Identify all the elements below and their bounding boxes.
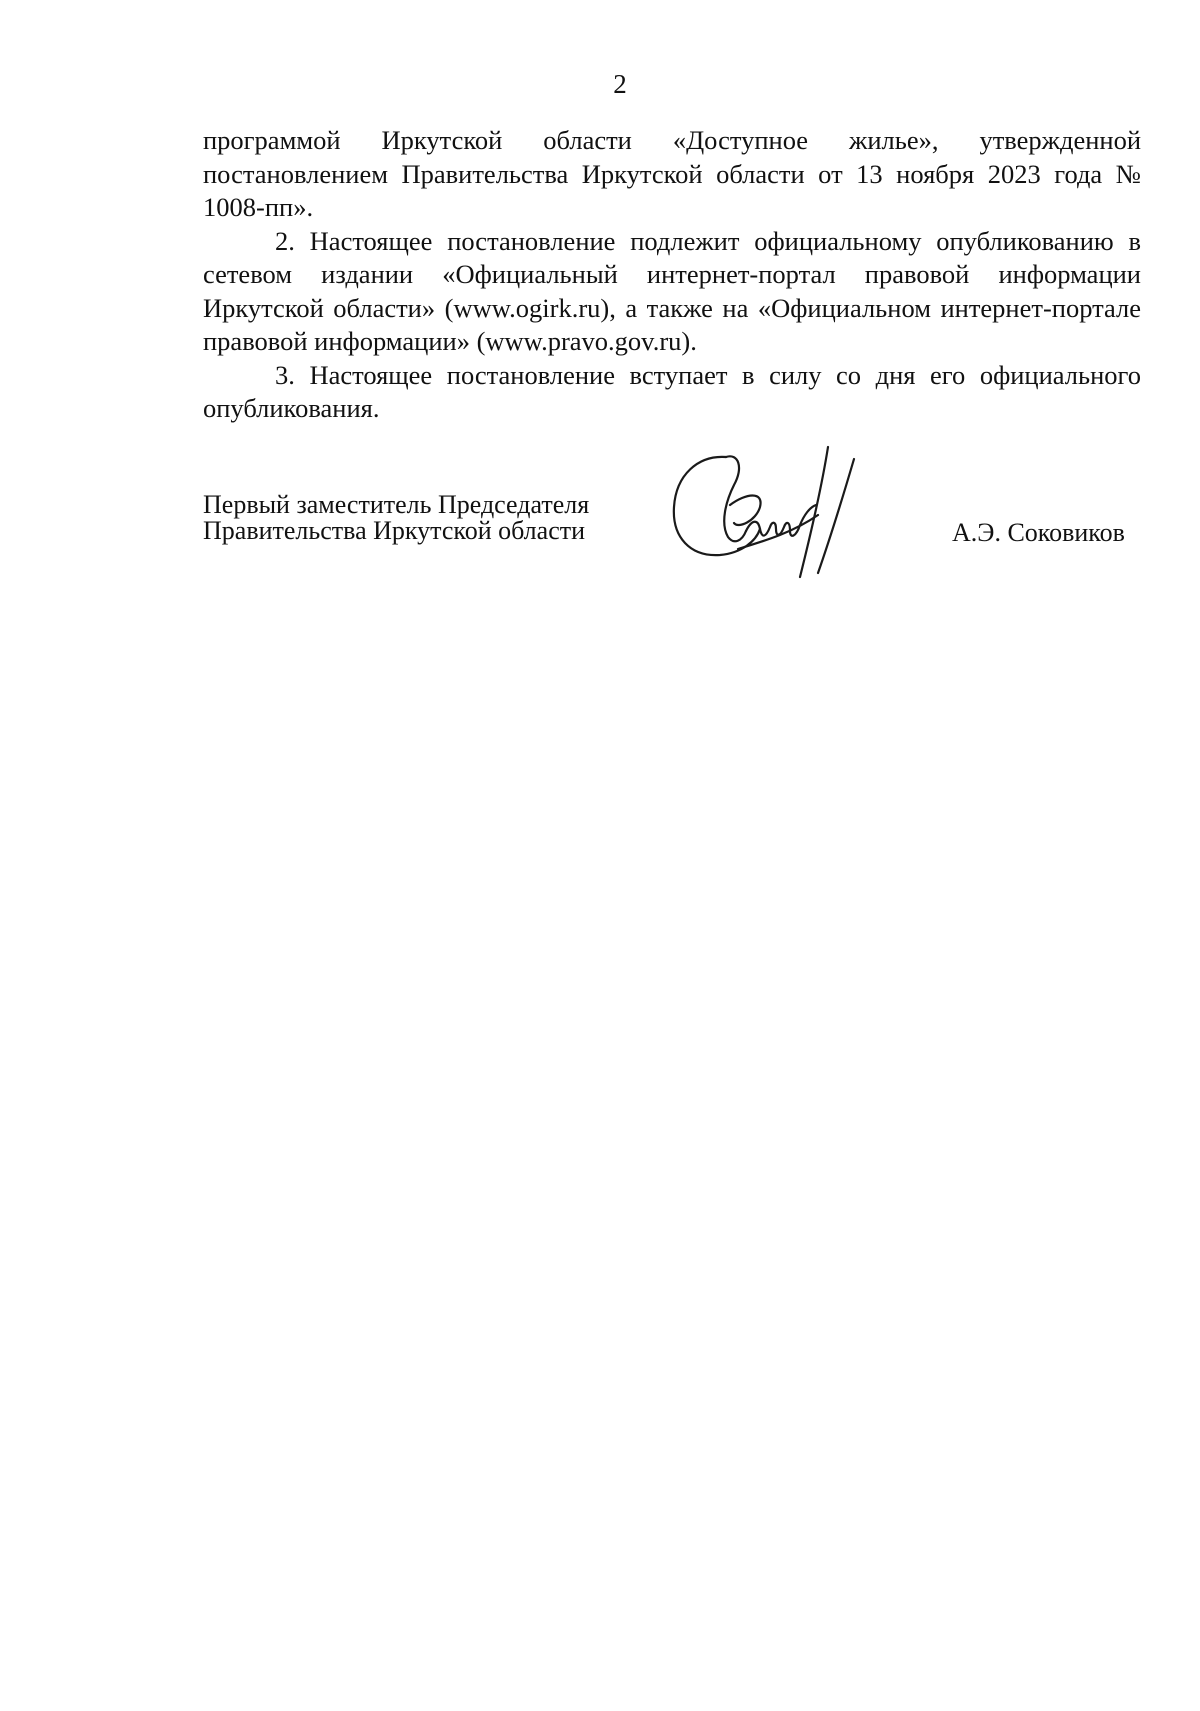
signatory-title-line-1: Первый заместитель Председателя [203, 490, 590, 519]
signatory-title-line-2: Правительства Иркутской области [203, 516, 586, 545]
handwritten-signature-icon [668, 445, 898, 595]
page-number: 2 [613, 69, 627, 99]
paragraph-2: 2. Настоящее постановление подлежит официальному опубликованию в сетевом издании «Официальный интернет-портал правовой информации Иркутской области» (www.ogirk.ru), а также на «Официальном интернет-портале правовой информации» (www.pravo.gov.ru). [203, 225, 1141, 356]
paragraph-continuation: программой Иркутской области «Доступное жилье», утвержденной постановлением Правительства Иркутской области от 13 ноября 2023 года № 1008-пп». [203, 125, 1141, 222]
signatory-title [203, 492, 589, 544]
signer-name: А.Э. Соковиков [952, 518, 1125, 547]
paragraph-3: 3. Настоящее постановление вступает в силу со дня его официального опубликования. [203, 359, 1141, 423]
document-body [203, 124, 1141, 426]
